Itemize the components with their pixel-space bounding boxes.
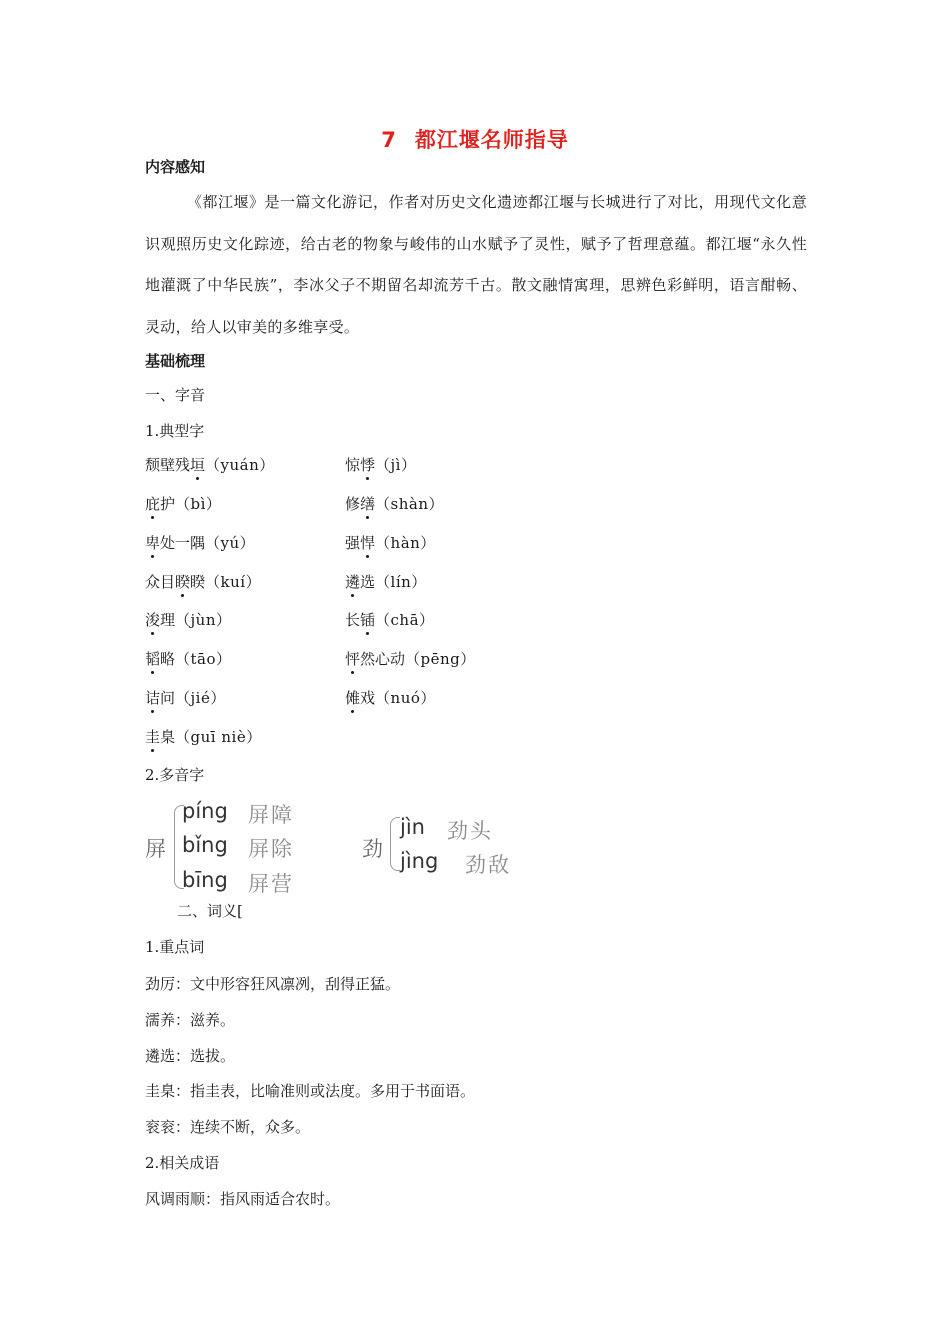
polyphone-pinyin: bǐng	[182, 833, 228, 857]
word-emphasis-char: 诘	[145, 689, 161, 707]
page-title	[0, 124, 950, 154]
word-emphasis-char: 睽	[175, 573, 191, 591]
polyphone-char: 劲	[362, 837, 383, 861]
word-text: 颓壁残	[145, 456, 191, 474]
word-pinyin: （guī niè）	[175, 728, 262, 746]
word-text: 理	[160, 611, 176, 629]
section-heading-basics: 基础梳理	[145, 352, 206, 370]
word-pinyin: （yuán）	[205, 456, 275, 474]
word-emphasis-char: 悍	[360, 534, 376, 552]
word-text: 选	[360, 573, 376, 591]
sub-idioms: 2.相关成语	[145, 1154, 220, 1172]
word-pinyin: （kuí）	[205, 573, 262, 591]
word-text: 众目	[145, 573, 176, 591]
idiom-item: 风调雨顺：指风雨适合农时。	[145, 1190, 341, 1208]
polyphone-word: 劲敌	[465, 853, 511, 877]
part-pronunciation: 一、字音	[145, 386, 206, 404]
word-emphasis-char: 锸	[360, 611, 376, 629]
polyphone-word: 屏障	[248, 803, 294, 827]
polyphone-char: 屏	[145, 837, 166, 861]
word-pinyin: （jié）	[175, 689, 226, 707]
word-item	[345, 687, 436, 708]
sub-polyphones: 2.多音字	[145, 766, 205, 784]
word-text: 护	[160, 495, 176, 513]
word-item	[145, 687, 226, 708]
word-emphasis-char: 庇	[145, 495, 161, 513]
word-emphasis-char: 卑	[145, 534, 161, 552]
word-item	[145, 726, 262, 747]
word-item	[345, 648, 476, 669]
word-emphasis-char: 遴	[345, 573, 361, 591]
definition-item: 遴选：选拔。	[145, 1047, 236, 1065]
word-text: 略	[160, 650, 176, 668]
word-item	[145, 493, 221, 514]
polyphone-word: 屏除	[248, 837, 294, 861]
word-item	[145, 609, 232, 630]
definition-item: 圭臬：指圭表，比喻准则或法度。多用于书面语。	[145, 1082, 476, 1100]
polyphone-pinyin: bīng	[182, 868, 228, 892]
word-item	[145, 532, 255, 553]
word-pinyin: （chā）	[375, 611, 435, 629]
word-emphasis-char: 浚	[145, 611, 161, 629]
polyphone-word: 屏营	[248, 872, 294, 896]
word-pinyin: （yú）	[205, 534, 256, 552]
word-text: 处一隅	[160, 534, 206, 552]
word-text: 长	[345, 611, 361, 629]
sub-key-words: 1.重点词	[145, 938, 205, 956]
word-item	[345, 454, 416, 475]
word-emphasis-char: 圭	[145, 728, 161, 746]
word-text: 惊	[345, 456, 361, 474]
word-pinyin: （tāo）	[175, 650, 232, 668]
word-item	[345, 493, 444, 514]
word-text: 然心动	[360, 650, 406, 668]
word-pinyin: （jùn）	[175, 611, 232, 629]
word-item	[345, 609, 435, 630]
section-heading-content: 内容感知	[145, 158, 206, 176]
definition-item: 劲厉：文中形容狂风凛冽，刮得正猛。	[145, 975, 401, 993]
word-emphasis-char: 傩	[345, 689, 361, 707]
polyphone-pinyin: jìng	[400, 849, 439, 873]
word-pinyin: （nuó）	[375, 689, 436, 707]
word-item	[145, 648, 232, 669]
word-pinyin: （pēng）	[405, 650, 476, 668]
word-text: 臬	[160, 728, 176, 746]
word-text: 强	[345, 534, 361, 552]
polyphone-pinyin: píng	[182, 799, 228, 823]
part-meaning: 二、词义[	[177, 902, 243, 920]
word-pinyin: （shàn）	[375, 495, 444, 513]
word-item	[145, 454, 275, 475]
word-item	[345, 571, 427, 592]
word-item	[145, 571, 261, 592]
word-text: 戏	[360, 689, 376, 707]
definition-item: 衮衮：连续不断，众多。	[145, 1118, 311, 1136]
brace-icon	[390, 817, 400, 871]
polyphone-pinyin: jìn	[400, 815, 425, 839]
sub-typical-chars: 1.典型字	[145, 422, 205, 440]
word-text: 问	[160, 689, 176, 707]
word-pinyin: （bì）	[175, 495, 222, 513]
polyphone-word: 劲头	[447, 819, 493, 843]
word-emphasis-char: 悸	[360, 456, 376, 474]
word-emphasis-char: 怦	[345, 650, 361, 668]
word-emphasis-char: 韬	[145, 650, 161, 668]
word-text: 修	[345, 495, 361, 513]
polyphone-figure	[140, 795, 520, 900]
word-emphasis-char: 缮	[360, 495, 376, 513]
word-emphasis-char: 垣	[190, 456, 206, 474]
lesson-number: 7	[381, 128, 397, 152]
word-pinyin: （lín）	[375, 573, 427, 591]
intro-paragraph: 《都江堰》是一篇文化游记，作者对历史文化遗迹都江堰与长城进行了对比，用现代文化意识观照历史文化踪迹，给古老的物象与峻伟的山水赋予了灵性，赋予了哲理意蕴。都江堰“永久性地灌溉了中华民族”，李冰父子不期留名却流芳千古。散文融情寓理，思辨色彩鲜明，语言酣畅、灵动，给人以审美的多维享受。	[145, 193, 807, 336]
lesson-title: 都江堰名师指导	[414, 128, 569, 152]
word-item	[345, 532, 436, 553]
word-text: 睽	[190, 573, 206, 591]
word-pinyin: （hàn）	[375, 534, 436, 552]
definition-item: 濡养：滋养。	[145, 1011, 236, 1029]
word-pinyin: （jì）	[375, 456, 417, 474]
